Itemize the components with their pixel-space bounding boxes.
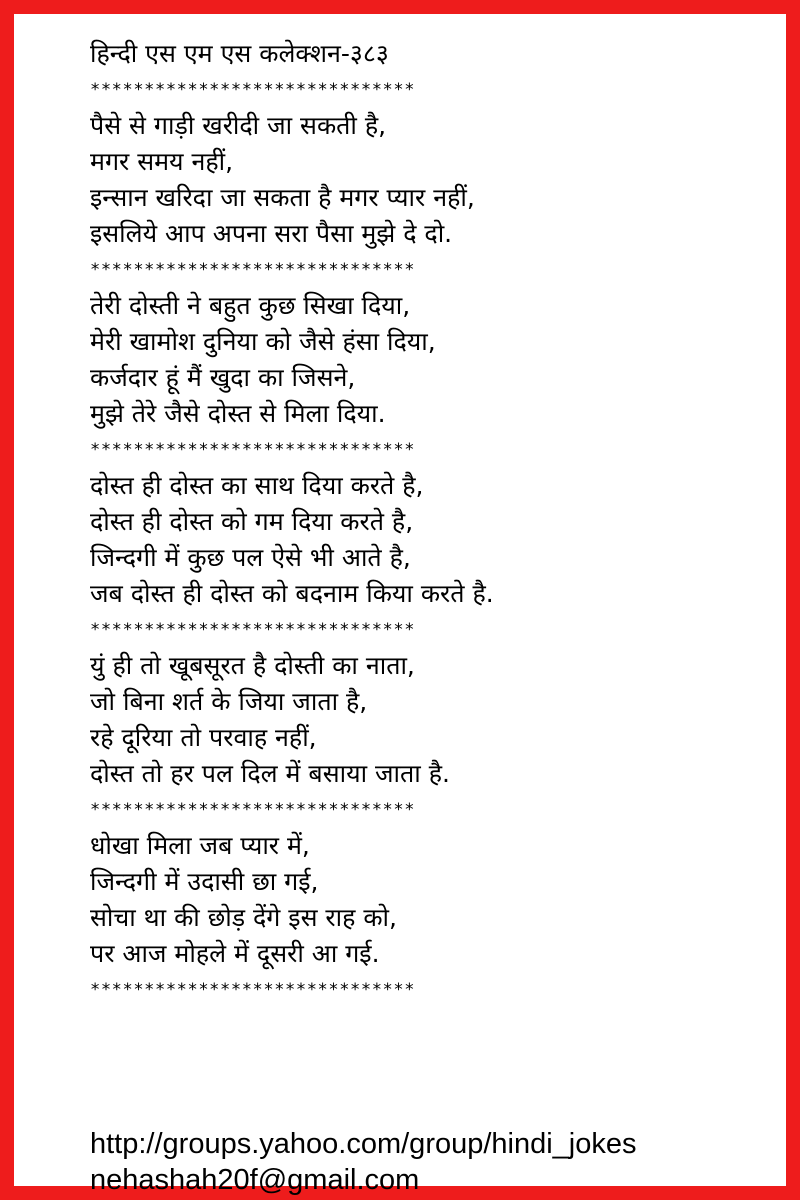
sms-collection xyxy=(90,36,790,1008)
footer xyxy=(90,1126,637,1198)
poem-line: पैसे से गाड़ी खरीदी जा सकती है, xyxy=(90,111,387,140)
group-url-link[interactable]: http://groups.yahoo.com/group/hindi_jokes xyxy=(90,1128,637,1160)
poem-line: जिन्दगी में उदासी छा गई, xyxy=(90,867,319,896)
poem-line: तेरी दोस्ती ने बहुत कुछ सिखा दिया, xyxy=(90,291,411,320)
poem-line: जब दोस्त ही दोस्त को बदनाम किया करते है. xyxy=(90,579,494,608)
poem-line: दोस्त ही दोस्त का साथ दिया करते है, xyxy=(90,471,424,500)
separator: ****************************** xyxy=(90,260,416,280)
email-link[interactable]: nehashah20f@gmail.com xyxy=(90,1164,420,1196)
poem-line: दोस्त तो हर पल दिल में बसाया जाता है. xyxy=(90,759,450,788)
poem-line: जो बिना शर्त के जिया जाता है, xyxy=(90,687,368,716)
poem-line: इसलिये आप अपना सरा पैसा मुझे दे दो. xyxy=(90,219,453,248)
poem-line: इन्सान खरिदा जा सकता है मगर प्यार नहीं, xyxy=(90,183,475,212)
poem-line: मगर समय नहीं, xyxy=(90,147,234,176)
poem-line: सोचा था की छोड़ देंगे इस राह को, xyxy=(90,903,397,932)
poem-line: पर आज मोहले में दूसरी आ गई. xyxy=(90,939,380,968)
separator: ****************************** xyxy=(90,440,416,460)
poem-line: मेरी खामोश दुनिया को जैसे हंसा दिया, xyxy=(90,327,436,356)
poem-5 xyxy=(90,828,790,972)
poem-line: रहे दूरिया तो परवाह नहीं, xyxy=(90,723,317,752)
separator: ****************************** xyxy=(90,800,416,820)
page-title: हिन्दी एस एम एस कलेक्शन-३८३ xyxy=(90,39,389,68)
poem-line: दोस्त ही दोस्त को गम दिया करते है, xyxy=(90,507,414,536)
poem-3 xyxy=(90,468,790,612)
poem-1 xyxy=(90,108,790,252)
poem-2 xyxy=(90,288,790,432)
poem-line: कर्जदार हूं मैं खुदा का जिसने, xyxy=(90,363,356,392)
poem-4 xyxy=(90,648,790,792)
separator: ****************************** xyxy=(90,80,416,100)
poem-line: मुझे तेरे जैसे दोस्त से मिला दिया. xyxy=(90,399,386,428)
poem-line: जिन्दगी में कुछ पल ऐसे भी आते है, xyxy=(90,543,411,572)
separator: ****************************** xyxy=(90,620,416,640)
separator: ****************************** xyxy=(90,980,416,1000)
poem-line: धोखा मिला जब प्यार में, xyxy=(90,831,310,860)
poem-line: युं ही तो खूबसूरत है दोस्ती का नाता, xyxy=(90,651,415,680)
